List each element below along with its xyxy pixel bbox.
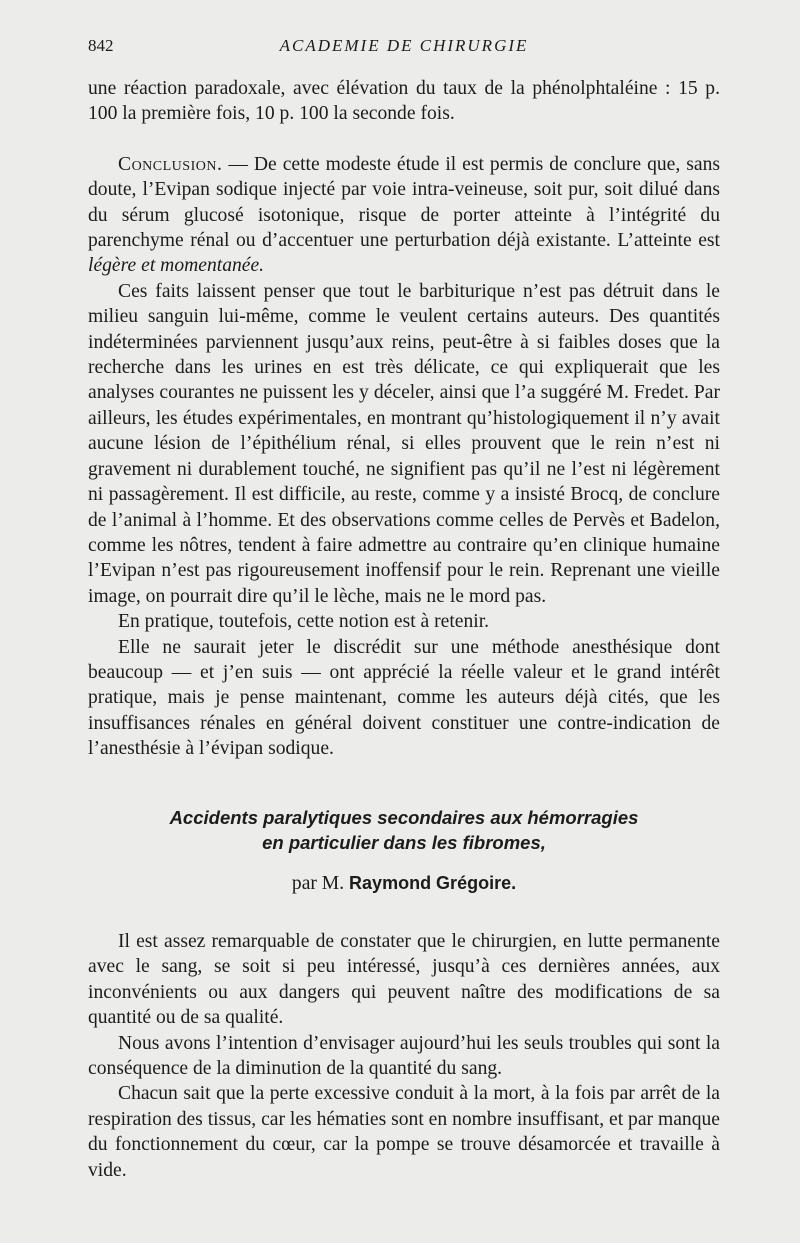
article-title-line-2: en particulier dans les fibromes, [262, 832, 546, 853]
conclusion-italic: légère et momentanée. [88, 255, 265, 277]
article-title [88, 805, 720, 855]
author-prefix: par M. [291, 873, 345, 894]
author-name: Raymond Grégoire. [349, 873, 517, 893]
paragraph-pratique: En pratique, toutefois, cette notion est à retenir. [118, 611, 490, 633]
author-line [88, 873, 720, 895]
paragraph-discredit: Elle ne saurait jeter le discrédit sur une méthode anesthésique dont beaucoup — et j’en suis — ont apprécié la réelle valeur et le grand intérêt pratique, mais je pense maintenant, comme les auteurs déjà cités, que les insuffisances rénales en général doivent constituer une contre-indication de l’anesthésie à l’évipan sodique. [88, 636, 720, 760]
conclusion-label: Conclusion. [118, 153, 223, 175]
conclusion-text: — De cette modeste étude il est permis de conclure que, sans doute, l’Evipan sodique injecté par voie intra-veineuse, soit pur, soit dilué dans du sérum glucosé isotonique, risque de porter atteinte à l’intégrité du parenchyme rénal ou d’accentuer une perturbation déjà existante. L’atteinte est [88, 153, 720, 252]
paragraph-continuation: une réaction paradoxale, avec élévation du taux de la phénolphtaléine : 15 p. 100 la première fois, 10 p. 100 la seconde fois. [88, 78, 720, 125]
article-paragraph-2: Nous avons l’intention d’envisager aujourd’hui les seuls troubles qui sont la conséquence de la diminution de la quantité du sang. [88, 1032, 720, 1080]
conclusion-section [88, 76, 720, 762]
page-header [88, 36, 720, 58]
paragraph-barbiturique: Ces faits laissent penser que tout le barbiturique n’est pas détruit dans le milieu sanguin lui-même, comme le veulent certains auteurs. Des quantités indéterminées parviennent jusqu’aux reins, peut-être à si faibles doses que la recherche dans les urines en est très délicate, ce qui expliquerait que les analyses courantes ne puissent les y déceler, ainsi que l’a suggéré M. Fredet. Par ailleurs, les études expérimentales, en montrant qu’histologiquement il n’y avait aucune lésion de l’épithélium rénal, si elles prouvent que le rein n’est ni gravement ni durablement touché, ne signifient pas qu’il ne l’est ni légèrement ni passagèrement. Il est difficile, au reste, comme y a insisté Brocq, de conclure de l’animal à l’homme. Et des observations comme celles de Pervès et Badelon, comme les nôtres, tendent à faire admettre au contraire qu’en clinique humaine l’Evipan n’est pas rigoureusement inoffensif pour le rein. Reprenant une vieille image, on pourrait dire qu’il le lèche, mais ne le mord pas. [88, 280, 720, 607]
article-paragraph-1: Il est assez remarquable de constater que le chirurgien, en lutte permanente avec le sang, se soit si peu intéressé, jusqu’à ces dernières années, aux inconvénients ou aux dangers qui peuvent naître des modifications de sa quantité ou de sa qualité. [88, 931, 720, 1029]
article-body [88, 929, 720, 1183]
page-number: 842 [88, 36, 114, 55]
paragraph-conclusion [88, 152, 720, 279]
article-paragraph-3: Chacun sait que la perte excessive conduit à la mort, à la fois par arrêt de la respiration des tissus, car les hématies sont en nombre insuffisant, et par manque du fonctionnement du cœur, car la pompe se trouve désamorcée et travaille à vide. [88, 1083, 720, 1181]
article-title-line-1: Accidents paralytiques secondaires aux hémorragies [169, 807, 639, 828]
running-title: ACADEMIE DE CHIRURGIE [279, 36, 529, 55]
